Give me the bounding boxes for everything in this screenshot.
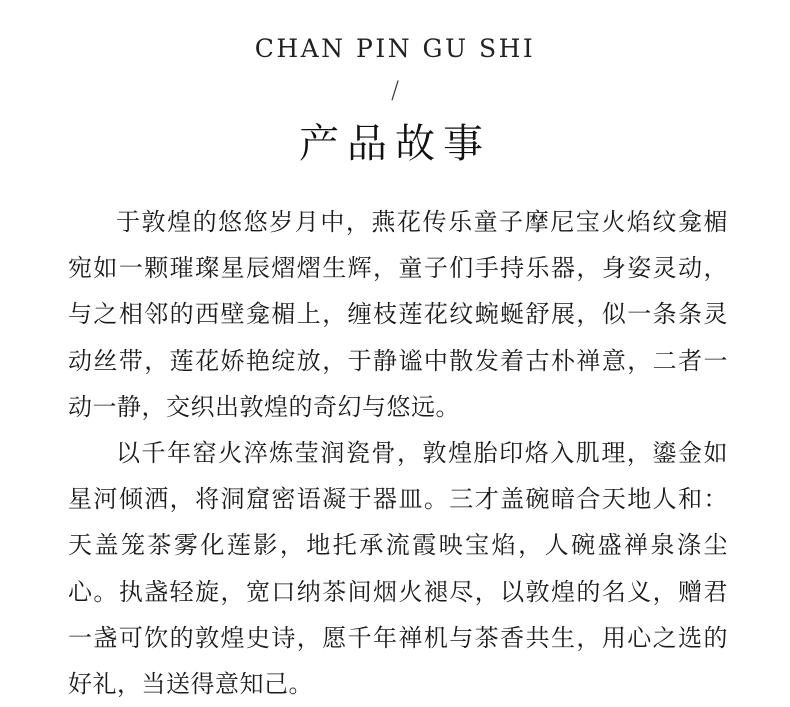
story-paragraph-1: 于敦煌的悠悠岁月中，燕花传乐童子摩尼宝火焰纹龛楣宛如一颗璀璨星辰熠熠生辉，童子们手持乐器，身姿灵动，与之相邻的西壁龛楣上，缠枝莲花纹蜿蜒舒展，似一条条灵动丝带，莲花娇艳绽放，于静谧中散发着古朴禅意，二者一动一静，交织出敦煌的奇幻与悠远。 (68, 208, 728, 421)
story-body (68, 199, 728, 707)
page-title: 产品故事 (299, 121, 491, 167)
pinyin-heading: CHAN PIN GU SHI (254, 34, 536, 63)
heading-separator: / (390, 76, 400, 104)
story-paragraph-2: 以千年窑火淬炼莹润瓷骨，敦煌胎印烙入肌理，鎏金如星河倾洒，将洞窟密语凝于器皿。三才盖碗暗合天地人和：天盖笼茶雾化莲影，地托承流霞映宝焰，人碗盛禅泉涤尘心。执盏轻旋，宽口纳茶间烟火褪尽，以敦煌的名义，赠君一盏可饮的敦煌史诗，愿千年禅机与茶香共生，用心之选的好礼，当送得意知己。 (68, 439, 728, 699)
